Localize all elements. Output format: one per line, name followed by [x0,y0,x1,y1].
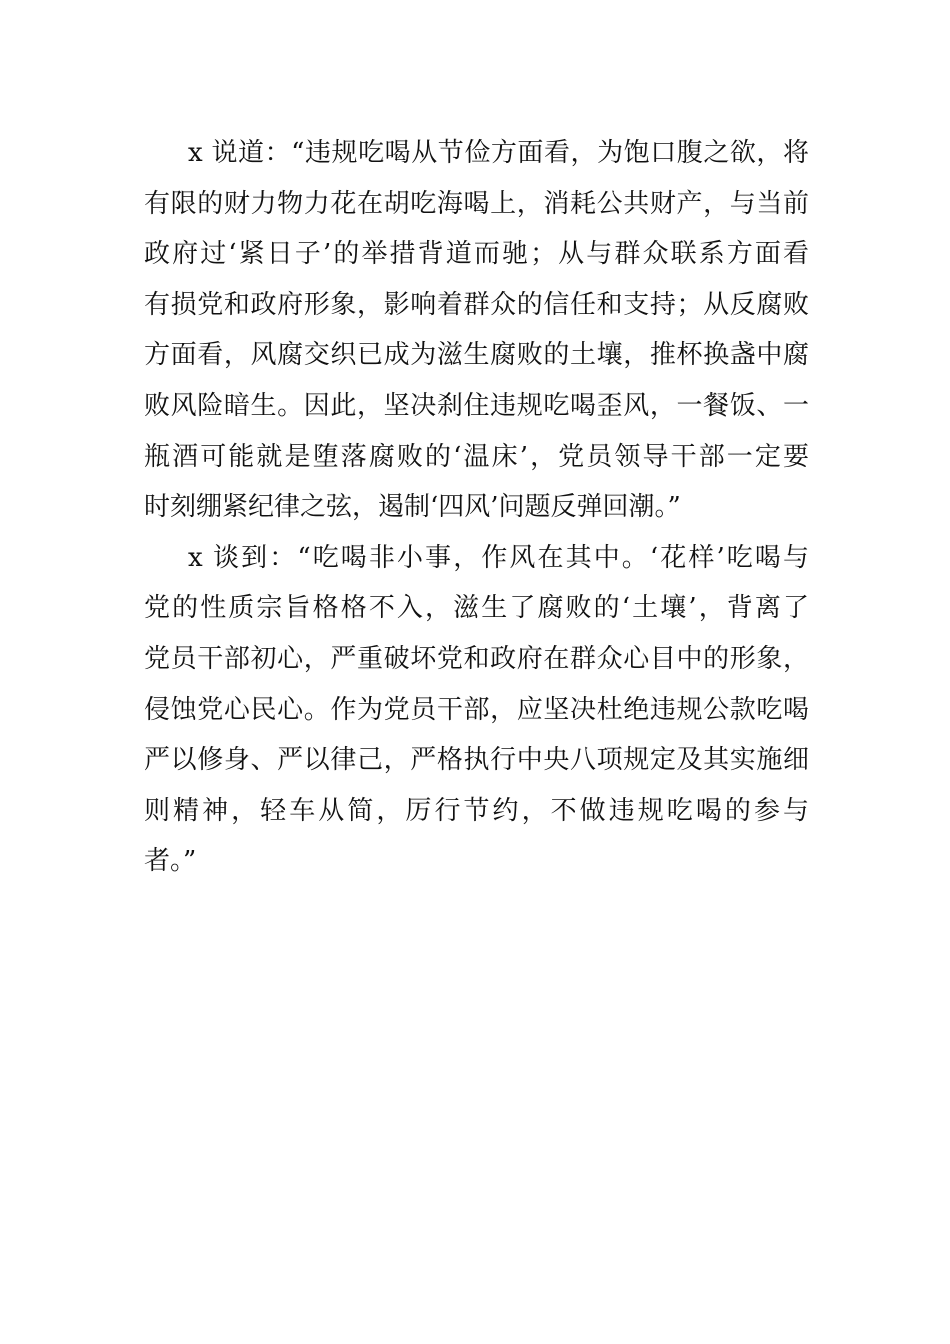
paragraph-1-line-6: 败风险暗生。因此，坚决刹住违规吃喝歪风，一餐饭、一 [144,390,809,421]
paragraph-1-line-4: 有损党和政府形象，影响着群众的信任和支持；从反腐败 [144,289,809,320]
paragraph-2-line-5: 严以修身、严以律己，严格执行中央八项规定及其实施细 [144,745,809,776]
paragraph-2-line-6: 则精神，轻车从简，厉行节约，不做违规吃喝的参与 [144,795,809,826]
paragraph-2-line-4: 侵蚀党心民心。作为党员干部，应坚决杜绝违规公款吃喝 [144,694,809,725]
paragraph-2-line-7: 者。” [144,846,197,877]
paragraph-1-line-2: 有限的财力物力花在胡吃海喝上，消耗公共财产，与当前 [144,188,809,219]
paragraph-1-line-7: 瓶酒可能就是堕落腐败的‘温床’，党员领导干部一定要 [144,441,809,472]
paragraph-1-line-3: 政府过‘紧日子’的举措背道而驰；从与群众联系方面看 [144,239,809,270]
paragraph-1-line-8: 时刻绷紧纪律之弦，遏制‘四风’问题反弹回潮。” [144,492,681,523]
paragraph-1-line-1: x 说道：“违规吃喝从节俭方面看，为饱口腹之欲，将 [188,138,809,168]
paragraph-2-line-2: 党的性质宗旨格格不入，滋生了腐败的‘土壤’，背离了 [144,593,809,624]
paragraph-2-line-1: x 谈到：“吃喝非小事，作风在其中。‘花样’吃喝与 [188,542,809,573]
paragraph-2-line-3: 党员干部初心，严重破坏党和政府在群众心目中的形象， [144,643,809,674]
document-body [144,128,809,887]
paragraph-1-line-5: 方面看，风腐交织已成为滋生腐败的土壤，推杯换盏中腐 [144,340,809,371]
